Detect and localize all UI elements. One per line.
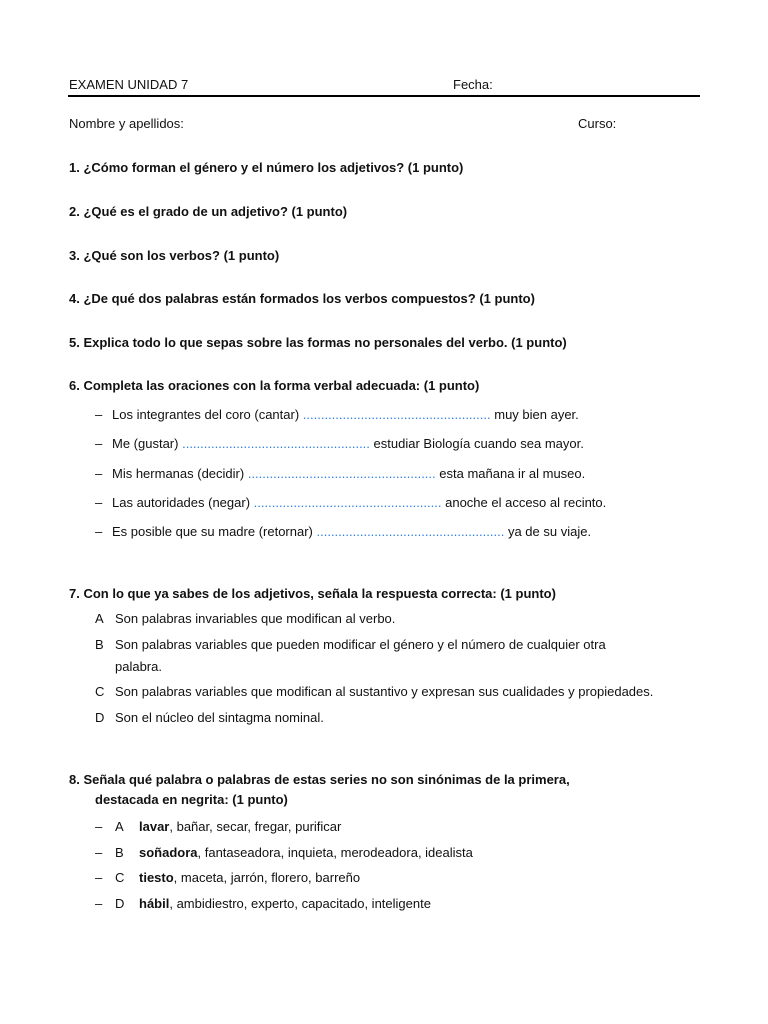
- series-rest: , bañar, secar, fregar, purificar: [169, 819, 342, 834]
- dash-bullet: –: [95, 896, 103, 911]
- dash-bullet: –: [95, 407, 103, 422]
- series-text: [139, 896, 431, 911]
- question-3: 3. ¿Qué son los verbos? (1 punto): [69, 248, 280, 263]
- q6-item-before: Es posible que su madre (retornar): [112, 524, 313, 539]
- option-text: Son el núcleo del sintagma nominal.: [115, 710, 324, 725]
- dash-bullet: –: [95, 845, 103, 860]
- dash-bullet: –: [95, 870, 103, 885]
- series-rest: , ambidiestro, experto, capacitado, inteligente: [169, 896, 431, 911]
- name-label: Nombre y apellidos:: [69, 116, 184, 131]
- series-text: [139, 845, 473, 860]
- series-headword: tiesto: [139, 870, 174, 885]
- question-6: 6. Completa las oraciones con la forma verbal adecuada: (1 punto): [69, 378, 480, 393]
- option-text: Son palabras variables que modifican al sustantivo y expresan sus cualidades y propiedades.: [115, 684, 654, 699]
- option-letter: A: [115, 819, 124, 834]
- date-label: Fecha:: [453, 77, 493, 92]
- q6-sentence: [112, 436, 584, 451]
- series-rest: , fantaseadora, inquieta, merodeadora, idealista: [197, 845, 473, 860]
- option-letter: B: [95, 637, 104, 652]
- q6-item-after: ya de su viaje.: [507, 524, 592, 539]
- dash-bullet: –: [95, 524, 103, 539]
- blank-dots[interactable]: ....................................................: [302, 407, 491, 422]
- question-8-continued: destacada en negrita: (1 punto): [95, 792, 288, 807]
- q6-item-before: Las autoridades (negar): [112, 495, 251, 510]
- series-text: [139, 870, 360, 885]
- q6-item-after: esta mañana ir al museo.: [439, 466, 586, 481]
- question-8: 8. Señala qué palabra o palabras de estas series no son sinónimas de la primera,: [69, 772, 570, 787]
- option-letter: B: [115, 845, 124, 860]
- series-headword: lavar: [139, 819, 170, 834]
- q6-item-after: estudiar Biología cuando sea mayor.: [373, 436, 584, 451]
- option-letter: C: [115, 870, 125, 885]
- q6-sentence: [112, 524, 591, 539]
- q6-item-before: Me (gustar): [112, 436, 179, 451]
- blank-dots[interactable]: ....................................................: [316, 524, 505, 539]
- option-letter: D: [95, 710, 105, 725]
- q6-item-after: muy bien ayer.: [494, 407, 579, 422]
- series-text: [139, 819, 341, 834]
- question-2: 2. ¿Qué es el grado de un adjetivo? (1 punto): [69, 204, 348, 219]
- option-text: Son palabras variables que pueden modificar el género y el número de cualquier otra: [115, 637, 606, 652]
- question-1: 1. ¿Cómo forman el género y el número los adjetivos? (1 punto): [69, 160, 464, 175]
- blank-dots[interactable]: ....................................................: [247, 466, 436, 481]
- dash-bullet: –: [95, 436, 103, 451]
- q6-sentence: [112, 495, 606, 510]
- series-headword: hábil: [139, 896, 170, 911]
- q6-item-before: Mis hermanas (decidir): [112, 466, 245, 481]
- blank-dots[interactable]: ....................................................: [182, 436, 370, 451]
- question-4: 4. ¿De qué dos palabras están formados los verbos compuestos? (1 punto): [69, 291, 535, 306]
- exam-title: EXAMEN UNIDAD 7: [69, 77, 189, 92]
- option-text-continued: palabra.: [115, 659, 162, 674]
- option-letter: D: [115, 896, 125, 911]
- dash-bullet: –: [95, 495, 103, 510]
- q6-sentence: [112, 466, 585, 481]
- header-divider: [68, 95, 700, 97]
- dash-bullet: –: [95, 819, 103, 834]
- dash-bullet: –: [95, 466, 103, 481]
- blank-dots[interactable]: ....................................................: [253, 495, 442, 510]
- series-rest: , maceta, jarrón, florero, barreño: [173, 870, 361, 885]
- option-text: Son palabras invariables que modifican al verbo.: [115, 611, 396, 626]
- question-5: 5. Explica todo lo que sepas sobre las formas no personales del verbo. (1 punto): [69, 335, 567, 350]
- q6-item-before: Los integrantes del coro (cantar): [112, 407, 300, 422]
- question-7: 7. Con lo que ya sabes de los adjetivos, señala la respuesta correcta: (1 punto): [69, 586, 556, 601]
- option-letter: C: [95, 684, 105, 699]
- q6-sentence: [112, 407, 579, 422]
- q6-item-after: anoche el acceso al recinto.: [445, 495, 607, 510]
- course-label: Curso:: [578, 116, 617, 131]
- series-headword: soñadora: [139, 845, 198, 860]
- option-letter: A: [95, 611, 104, 626]
